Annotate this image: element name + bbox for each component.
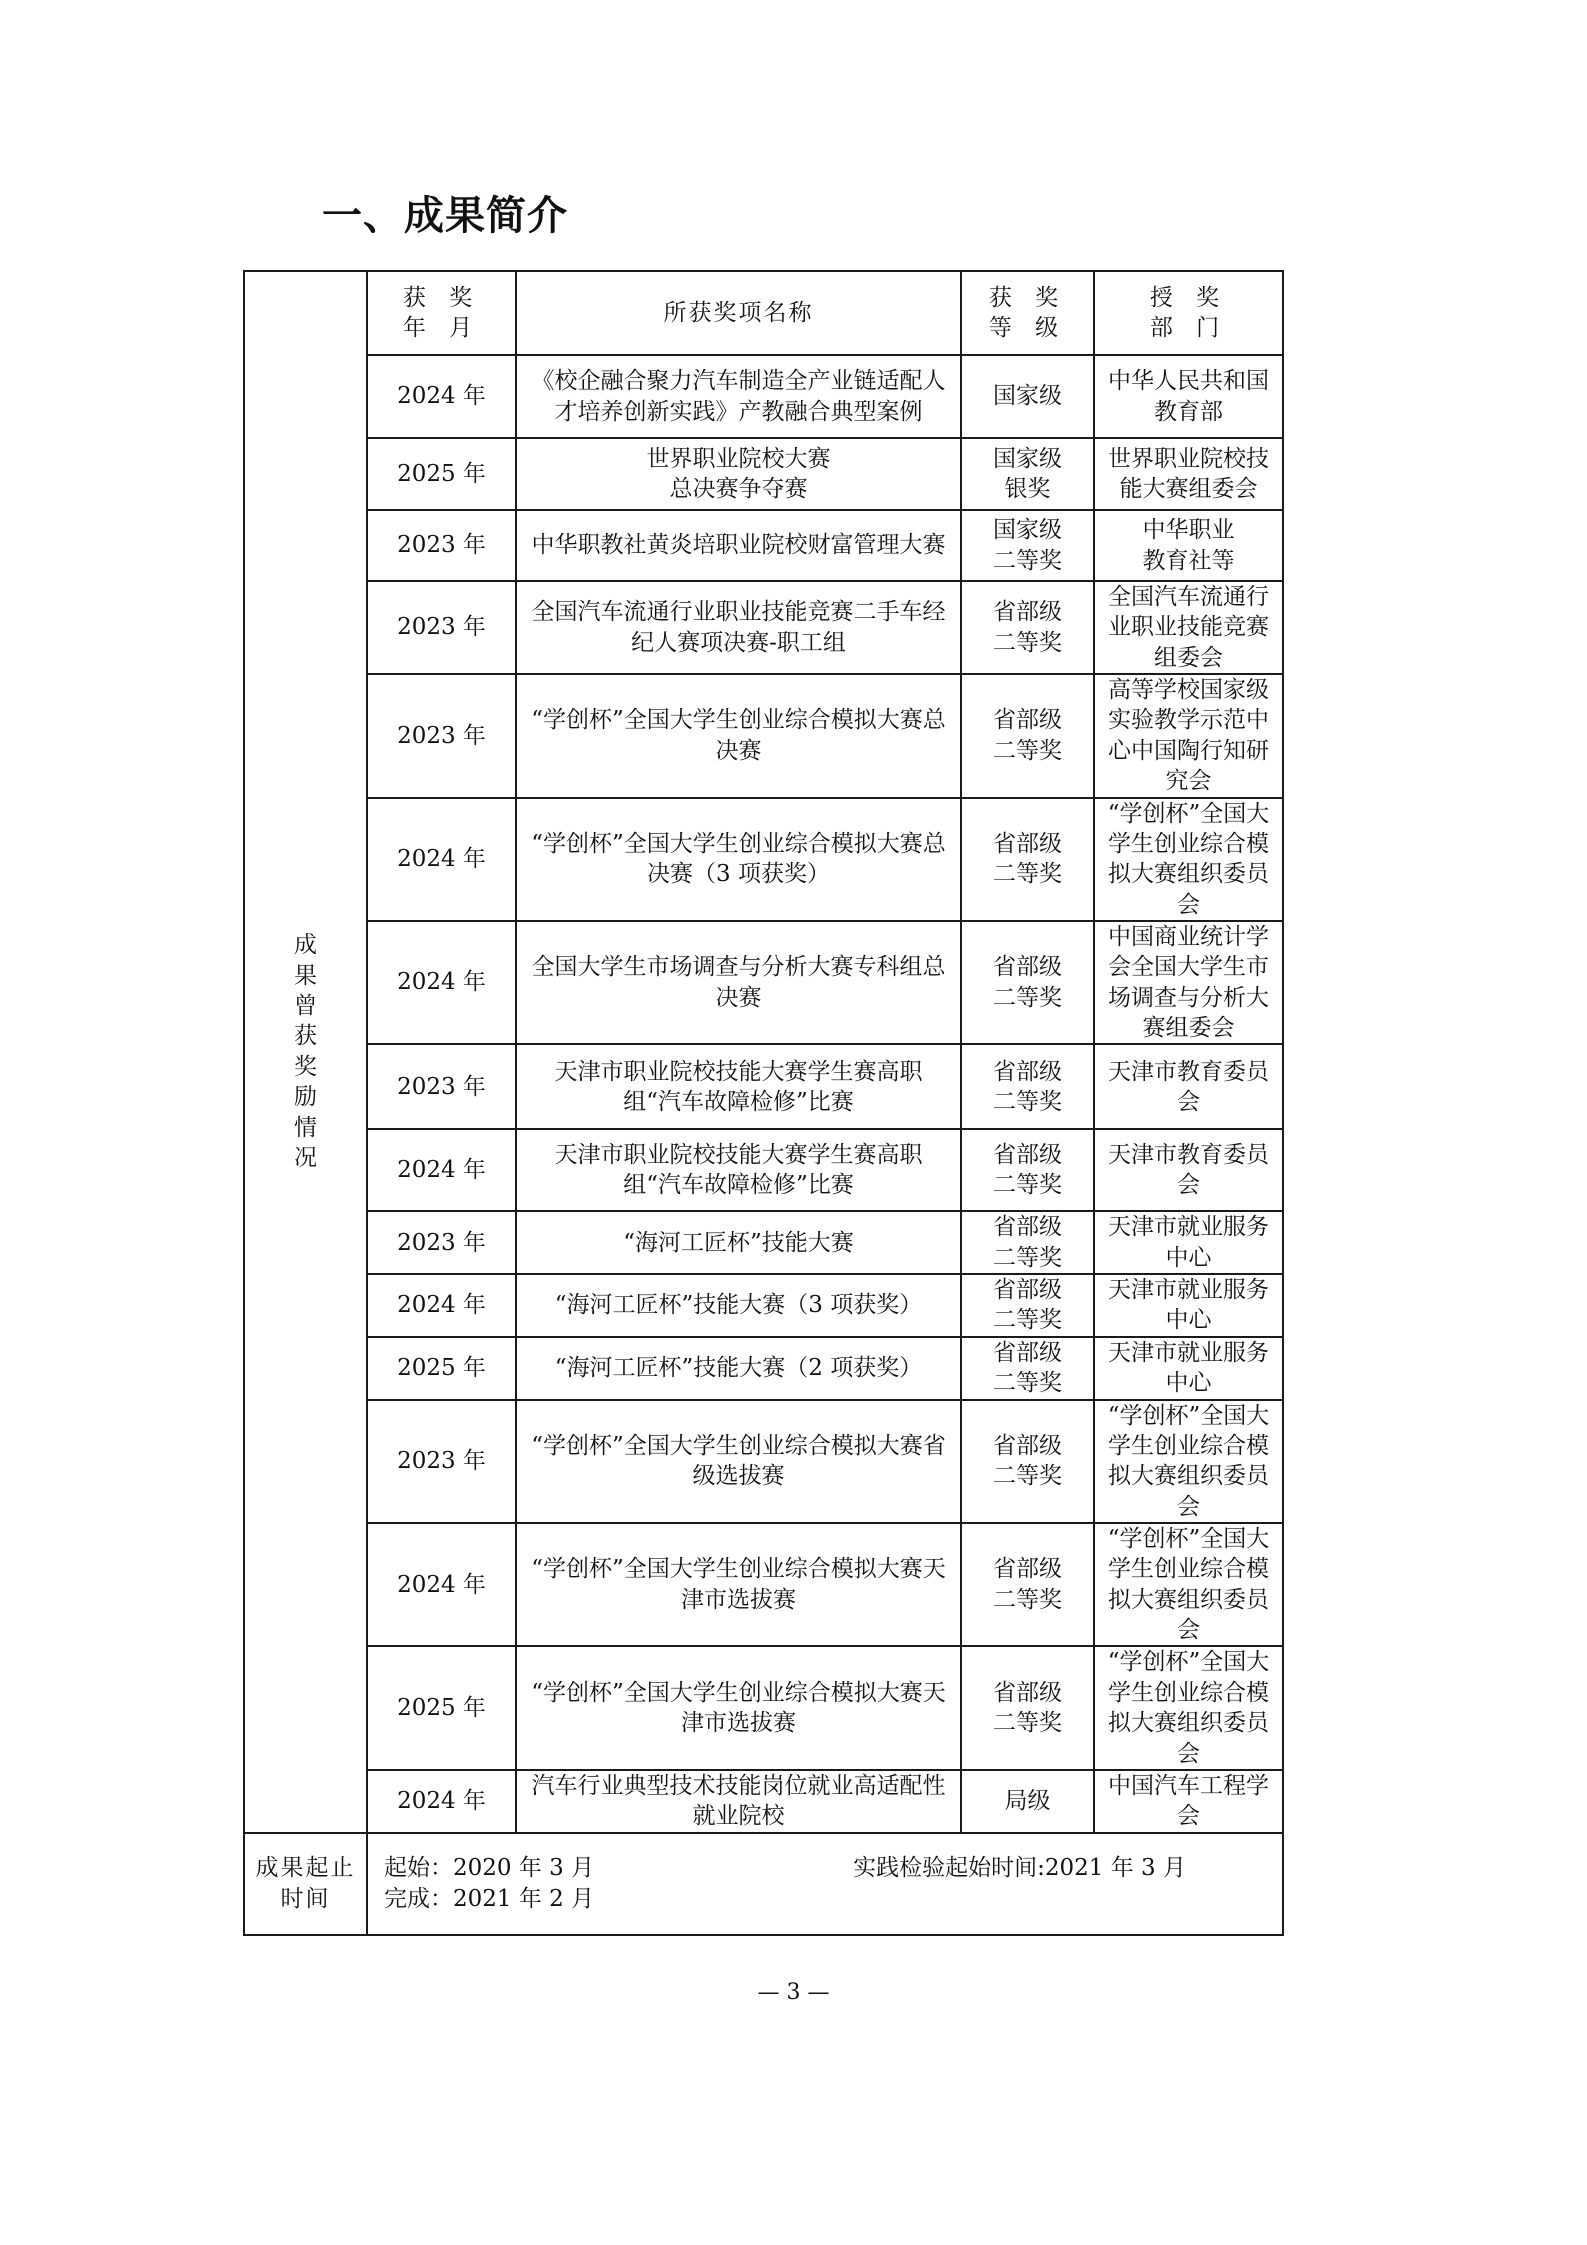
award-level: 省部级 二等奖 <box>961 581 1094 674</box>
award-level: 省部级 二等奖 <box>961 1044 1094 1129</box>
award-level: 国家级 <box>961 355 1094 438</box>
award-name: 中华职教社黄炎培职业院校财富管理大赛 <box>516 510 961 581</box>
award-year: 2023 年 <box>367 1211 516 1274</box>
side-label <box>244 271 367 1833</box>
award-name: “学创杯”全国大学生创业综合模拟大赛总决赛 <box>516 674 961 797</box>
award-name: 汽车行业典型技术技能岗位就业高适配性就业院校 <box>516 1770 961 1833</box>
award-level: 局级 <box>961 1770 1094 1833</box>
header-text: 获 奖 年 月 <box>402 284 481 341</box>
practice-start-date: 实践检验起始时间:2021 年 3 月 <box>853 1855 1186 1882</box>
footer-row <box>244 1833 1283 1935</box>
awarding-dept: 天津市就业服务中心 <box>1094 1337 1283 1400</box>
table-row <box>244 798 1283 921</box>
table-row <box>244 1337 1283 1400</box>
award-name: “学创杯”全国大学生创业综合模拟大赛天津市选拔赛 <box>516 1646 961 1769</box>
awarding-dept: “学创杯”全国大学生创业综合模拟大赛组织委员会 <box>1094 1523 1283 1646</box>
award-year: 2024 年 <box>367 355 516 438</box>
award-level: 省部级 二等奖 <box>961 1337 1094 1400</box>
awarding-dept: 天津市教育委员会 <box>1094 1129 1283 1211</box>
awarding-dept: “学创杯”全国大学生创业综合模拟大赛组织委员会 <box>1094 1646 1283 1769</box>
awarding-dept: 中华人民共和国教育部 <box>1094 355 1283 438</box>
awarding-dept: 天津市教育委员会 <box>1094 1044 1283 1129</box>
award-year: 2024 年 <box>367 1523 516 1646</box>
table-row <box>244 674 1283 797</box>
end-date: 完成：2021 年 2 月 <box>384 1885 595 1912</box>
awarding-dept: 中国汽车工程学会 <box>1094 1770 1283 1833</box>
header-awarding-dept <box>1094 271 1283 355</box>
award-name: 天津市职业院校技能大赛学生赛高职组“汽车故障检修”比赛 <box>516 1044 961 1129</box>
award-year: 2023 年 <box>367 581 516 674</box>
table-row <box>244 1400 1283 1523</box>
award-name: 全国大学生市场调查与分析大赛专科组总决赛 <box>516 921 961 1044</box>
award-year: 2024 年 <box>367 1770 516 1833</box>
award-year: 2024 年 <box>367 1274 516 1337</box>
table-row <box>244 921 1283 1044</box>
footer-label <box>244 1833 367 1935</box>
award-name: “海河工匠杯”技能大赛（2 项获奖） <box>516 1337 961 1400</box>
award-name: “海河工匠杯”技能大赛 <box>516 1211 961 1274</box>
award-name: 天津市职业院校技能大赛学生赛高职组“汽车故障检修”比赛 <box>516 1129 961 1211</box>
award-level: 省部级 二等奖 <box>961 921 1094 1044</box>
table-row <box>244 1044 1283 1129</box>
header-award-level <box>961 271 1094 355</box>
award-year: 2024 年 <box>367 1129 516 1211</box>
award-level: 省部级 二等奖 <box>961 1129 1094 1211</box>
award-name: “学创杯”全国大学生创业综合模拟大赛天津市选拔赛 <box>516 1523 961 1646</box>
award-level: 省部级 二等奖 <box>961 798 1094 921</box>
award-year: 2023 年 <box>367 1400 516 1523</box>
awarding-dept: 中国商业统计学会全国大学生市场调查与分析大赛组委会 <box>1094 921 1283 1044</box>
awarding-dept: 天津市就业服务中心 <box>1094 1274 1283 1337</box>
awarding-dept: 天津市就业服务中心 <box>1094 1211 1283 1274</box>
awarding-dept: “学创杯”全国大学生创业综合模拟大赛组织委员会 <box>1094 798 1283 921</box>
award-level: 省部级 二等奖 <box>961 1400 1094 1523</box>
table-row <box>244 1129 1283 1211</box>
footer-label-text: 成果起止 时间 <box>255 1855 356 1912</box>
table-row <box>244 1523 1283 1646</box>
award-level: 省部级 二等奖 <box>961 1523 1094 1646</box>
award-level: 省部级 二等奖 <box>961 1211 1094 1274</box>
awarding-dept: “学创杯”全国大学生创业综合模拟大赛组织委员会 <box>1094 1400 1283 1523</box>
footer-dates <box>367 1833 1283 1935</box>
table-row <box>244 1770 1283 1833</box>
table-row <box>244 438 1283 510</box>
award-name: “海河工匠杯”技能大赛（3 项获奖） <box>516 1274 961 1337</box>
award-year: 2025 年 <box>367 438 516 510</box>
award-level: 省部级 二等奖 <box>961 1274 1094 1337</box>
award-name: 世界职业院校大赛 总决赛争夺赛 <box>516 438 961 510</box>
award-name: 全国汽车流通行业职业技能竞赛二手车经纪人赛项决赛-职工组 <box>516 581 961 674</box>
table-row <box>244 1646 1283 1769</box>
side-label-text: 成 果 曾 获 奖 励 情 况 <box>294 932 317 1171</box>
header-text: 获 奖 等 级 <box>988 284 1067 341</box>
awarding-dept: 高等学校国家级实验教学示范中心中国陶行知研究会 <box>1094 674 1283 797</box>
award-level: 省部级 二等奖 <box>961 1646 1094 1769</box>
table-row <box>244 1211 1283 1274</box>
award-year: 2023 年 <box>367 674 516 797</box>
award-year: 2024 年 <box>367 921 516 1044</box>
awards-table <box>243 270 1284 1936</box>
award-year: 2023 年 <box>367 510 516 581</box>
award-level: 国家级 二等奖 <box>961 510 1094 581</box>
section-heading: 一、成果简介 <box>322 193 568 239</box>
header-award-date <box>367 271 516 355</box>
start-date: 起始：2020 年 3 月 <box>384 1855 595 1882</box>
header-award-name <box>516 271 961 355</box>
awarding-dept: 中华职业 教育社等 <box>1094 510 1283 581</box>
table-row <box>244 581 1283 674</box>
page-number: — 3 — <box>757 1980 830 2005</box>
table-header-row <box>244 271 1283 355</box>
award-year: 2025 年 <box>367 1646 516 1769</box>
table-row <box>244 510 1283 581</box>
award-name: 《校企融合聚力汽车制造全产业链适配人才培养创新实践》产教融合典型案例 <box>516 355 961 438</box>
table-row <box>244 355 1283 438</box>
award-year: 2023 年 <box>367 1044 516 1129</box>
award-name: “学创杯”全国大学生创业综合模拟大赛省级选拔赛 <box>516 1400 961 1523</box>
awarding-dept: 世界职业院校技能大赛组委会 <box>1094 438 1283 510</box>
award-year: 2024 年 <box>367 798 516 921</box>
table-row <box>244 1274 1283 1337</box>
award-year: 2025 年 <box>367 1337 516 1400</box>
award-level: 省部级 二等奖 <box>961 674 1094 797</box>
award-level: 国家级 银奖 <box>961 438 1094 510</box>
header-text: 所获奖项名称 <box>663 299 814 326</box>
award-name: “学创杯”全国大学生创业综合模拟大赛总决赛（3 项获奖） <box>516 798 961 921</box>
header-text: 授 奖 部 门 <box>1149 284 1228 341</box>
awarding-dept: 全国汽车流通行业职业技能竞赛组委会 <box>1094 581 1283 674</box>
